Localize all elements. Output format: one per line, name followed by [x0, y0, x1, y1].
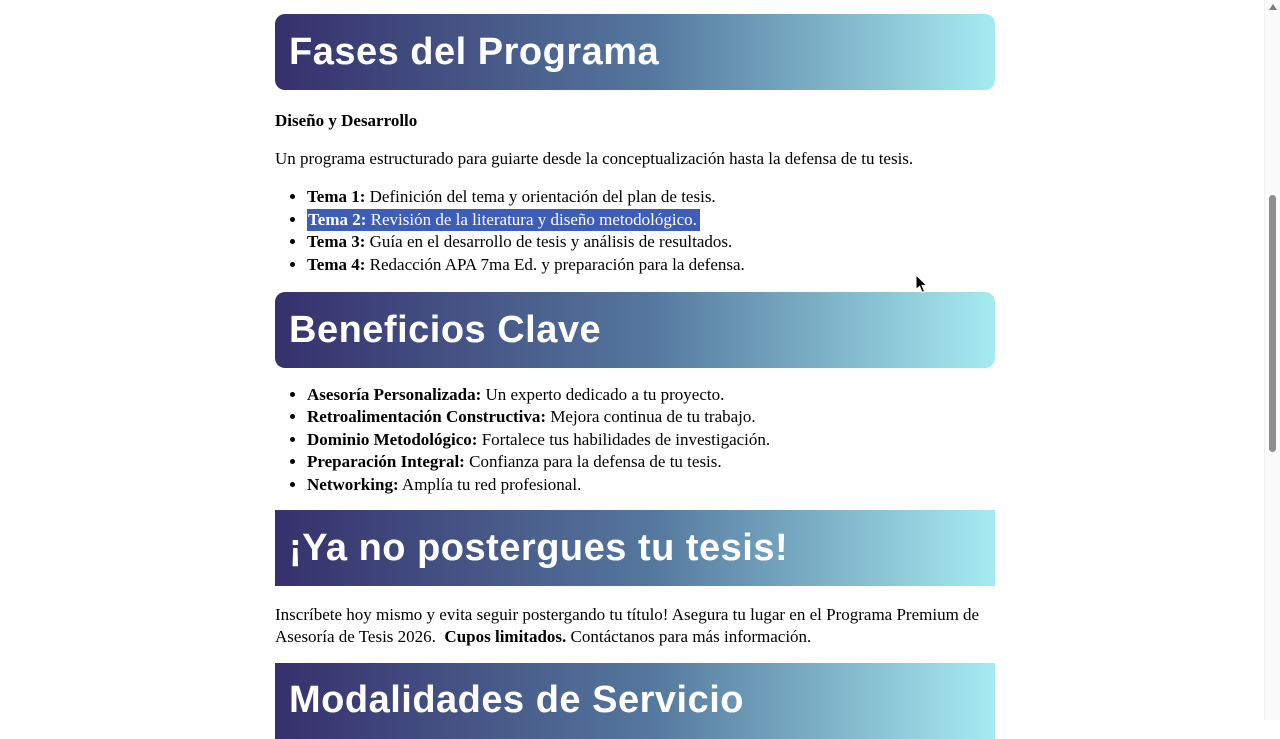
cta-paragraph — [275, 604, 995, 649]
item-label: Tema 2: — [308, 209, 367, 229]
banner-modalidades-label: Modalidades de Servicio — [289, 679, 744, 722]
item-label: Tema 4: — [307, 254, 366, 274]
item-text: Mejora continua de tu trabajo. — [546, 407, 756, 427]
beneficios-list — [275, 384, 995, 496]
item-label: Asesoría Personalizada: — [307, 385, 482, 405]
cta-text-1: Inscríbete hoy mismo y evita seguir postergando tu título! Asegura tu lugar en el Programa Premium de Asesoría de Tesis 2026. — [275, 605, 980, 647]
list-item — [307, 451, 995, 473]
banner-cta-label: ¡Ya no postergues tu tesis! — [289, 526, 789, 569]
item-text: Confianza para la defensa de tu tesis. — [464, 452, 722, 472]
section-banner-fases — [275, 14, 995, 90]
item-label: Networking: — [307, 474, 399, 494]
list-item — [307, 209, 995, 231]
list-item — [307, 406, 995, 428]
mouse-cursor-icon — [915, 275, 929, 295]
item-label: Tema 3: — [307, 232, 366, 252]
fases-list — [275, 186, 995, 276]
fases-intro: Un programa estructurado para guiarte desde la conceptualización hasta la defensa de tu tesis. — [275, 149, 914, 168]
scrollbar-thumb[interactable] — [1269, 195, 1276, 452]
fases-subtitle: Diseño y Desarrollo — [275, 111, 418, 130]
item-label: Preparación Integral: — [307, 452, 465, 472]
list-item — [307, 384, 995, 406]
cta-text-bold: Cupos limitados. — [444, 627, 567, 647]
section-banner-cta — [275, 510, 995, 586]
item-text: Revisión de la literatura y diseño metodológico. — [366, 209, 697, 229]
item-text: Amplía tu red profesional. — [398, 474, 582, 494]
list-item — [307, 429, 995, 451]
banner-beneficios-label: Beneficios Clave — [289, 308, 602, 351]
text-selection — [307, 209, 700, 231]
vertical-scrollbar[interactable] — [1264, 0, 1280, 720]
list-item — [307, 186, 995, 208]
section-banner-beneficios — [275, 292, 995, 368]
item-label: Dominio Metodológico: — [307, 429, 478, 449]
item-label: Tema 1: — [307, 187, 366, 207]
chevron-up-icon — [1269, 4, 1277, 10]
item-text: Redacción APA 7ma Ed. y preparación para la defensa. — [365, 254, 745, 274]
cta-text-2: Contáctanos para más información. — [566, 627, 812, 647]
list-item — [307, 474, 995, 496]
item-label: Retroalimentación Constructiva: — [307, 407, 547, 427]
item-text: Fortalece tus habilidades de investigación. — [477, 429, 771, 449]
item-text: Un experto dedicado a tu proyecto. — [481, 385, 725, 405]
document-content — [275, 0, 995, 739]
list-item — [307, 254, 995, 276]
list-item — [307, 231, 995, 253]
banner-fases-label: Fases del Programa — [289, 30, 660, 73]
scrollbar-up-button[interactable] — [1265, 0, 1280, 14]
section-banner-modalidades — [275, 663, 995, 739]
item-text: Definición del tema y orientación del plan de tesis. — [365, 187, 716, 207]
item-text: Guía en el desarrollo de tesis y análisis de resultados. — [365, 232, 733, 252]
